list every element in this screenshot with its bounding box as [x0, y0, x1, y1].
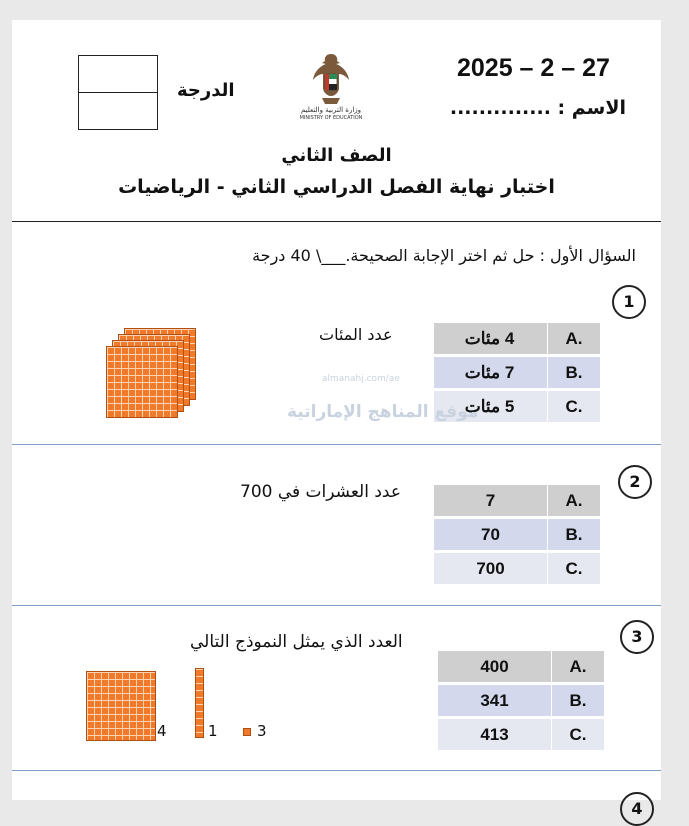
tens-count: 1	[208, 722, 218, 740]
option-row[interactable]	[433, 553, 600, 585]
ministry-name-ar: وزارة التربية والتعليم	[300, 106, 362, 114]
ministry-logo	[296, 48, 366, 124]
question-prompt: العدد الذي يمثل النموذج التالي	[190, 632, 403, 652]
option-value: 7	[433, 485, 547, 517]
option-letter: A.	[547, 485, 600, 517]
class-title: الصف الثاني	[281, 145, 392, 166]
falcon-emblem-icon	[296, 48, 366, 108]
question-number: 1	[612, 285, 646, 319]
question-divider	[12, 444, 661, 445]
exam-title: اختبار نهاية الفصل الدراسي الثاني - الرياضيات	[118, 176, 555, 198]
option-value: 700	[433, 553, 547, 585]
options-table	[433, 483, 600, 587]
option-letter: C.	[547, 553, 600, 585]
option-row[interactable]	[437, 719, 604, 751]
option-value: 5 مئات	[433, 391, 547, 423]
option-row[interactable]	[437, 685, 604, 717]
option-letter: B.	[547, 357, 600, 389]
question-number: 3	[620, 620, 654, 654]
question-divider	[12, 770, 661, 771]
grade-box	[78, 55, 158, 130]
watermark-text: موقع المناهج الإماراتية	[287, 402, 479, 422]
option-value: 4 مئات	[433, 323, 547, 355]
exam-date: 2025 – 2 – 27	[457, 54, 610, 82]
option-value: 70	[433, 519, 547, 551]
option-row[interactable]	[433, 485, 600, 517]
ministry-name-en: MINISTRY OF EDUCATION	[299, 115, 363, 121]
one-unit	[243, 728, 251, 736]
question-number: 4	[620, 792, 654, 826]
option-row[interactable]	[433, 357, 600, 389]
option-letter: B.	[547, 519, 600, 551]
option-letter: C.	[547, 391, 600, 423]
header-divider	[12, 221, 661, 222]
question-prompt: عدد العشرات في 700	[240, 482, 401, 502]
hundreds-count: 4	[157, 722, 167, 740]
option-letter: A.	[551, 651, 604, 683]
question-number: 2	[618, 465, 652, 499]
hundred-block	[86, 671, 156, 741]
grade-label: الدرجة	[177, 80, 235, 101]
ones-count: 3	[257, 722, 267, 740]
option-value: 341	[437, 685, 551, 717]
option-value: 400	[437, 651, 551, 683]
option-row[interactable]	[433, 519, 600, 551]
option-value: 7 مئات	[433, 357, 547, 389]
watermark-url: almanahj.com/ae	[322, 374, 400, 384]
option-row[interactable]	[433, 323, 600, 355]
option-row[interactable]	[437, 651, 604, 683]
option-letter: B.	[551, 685, 604, 717]
ten-rod	[195, 668, 204, 738]
question-divider	[12, 605, 661, 606]
option-letter: A.	[547, 323, 600, 355]
section-title: السؤال الأول : حل ثم اختر الإجابة الصحيحة.___\ 40 درجة	[252, 246, 636, 265]
options-table	[437, 649, 604, 753]
exam-page	[12, 20, 661, 818]
hundred-block	[106, 346, 178, 418]
option-letter: C.	[551, 719, 604, 751]
student-name-field[interactable]: الاسم : ..............	[449, 97, 626, 119]
option-value: 413	[437, 719, 551, 751]
question-prompt: عدد المئات	[319, 325, 393, 344]
